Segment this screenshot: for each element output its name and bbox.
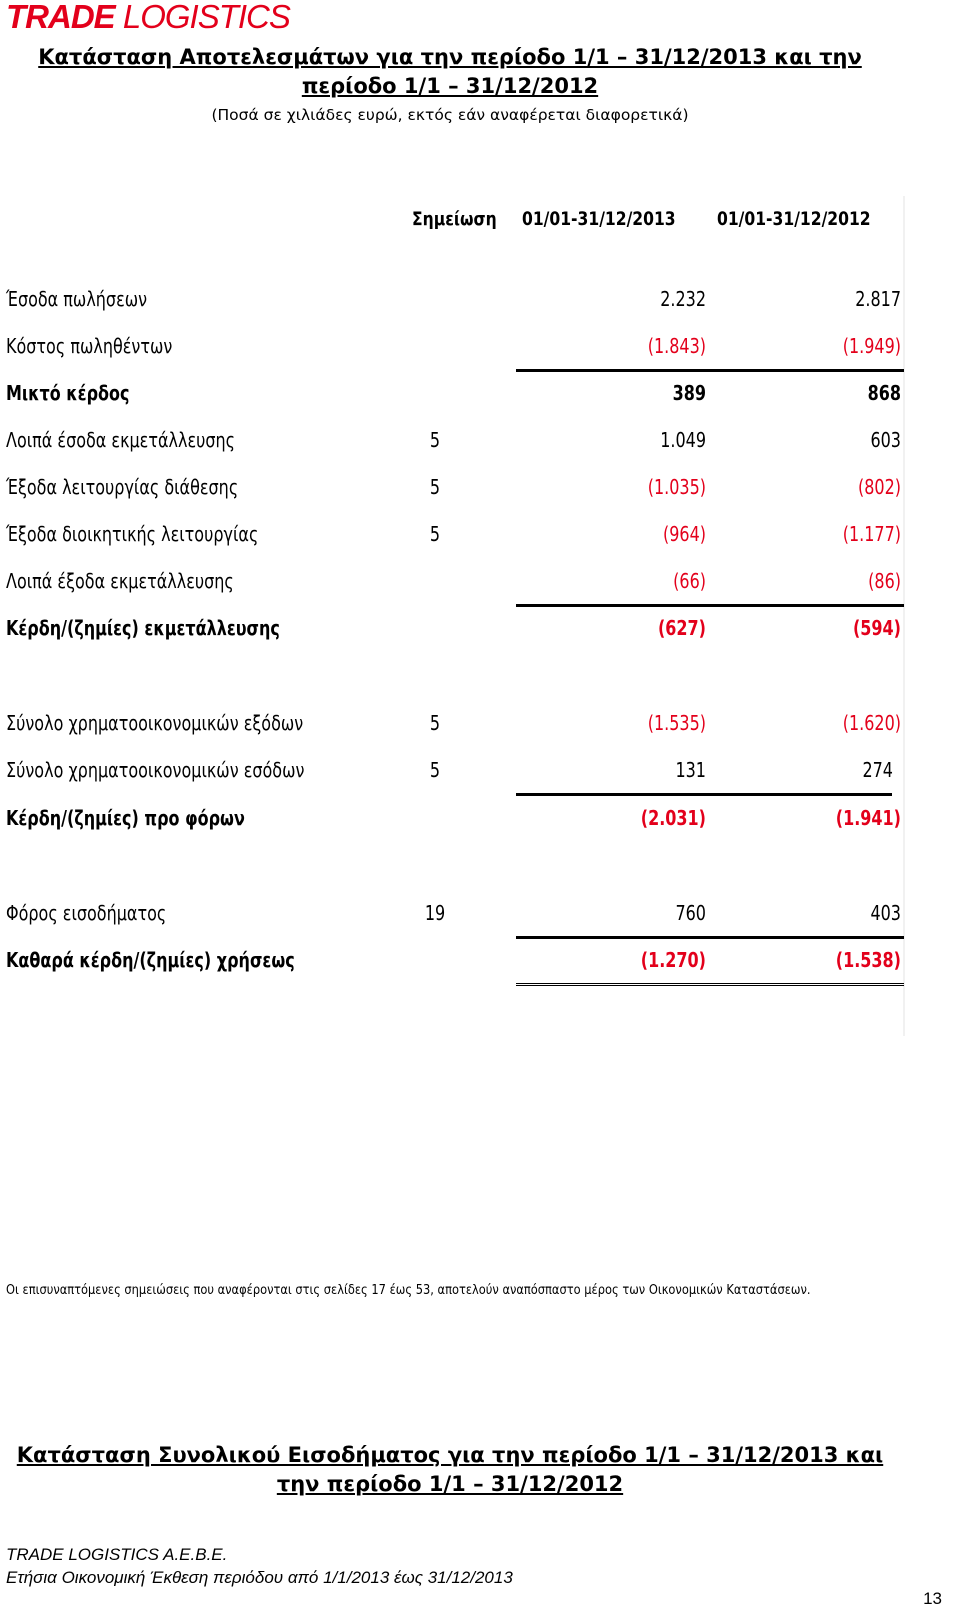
subtotal-rule: [516, 936, 904, 939]
row-label: Μικτό κέρδος: [6, 381, 130, 405]
row-label: Καθαρά κέρδη/(ζημίες) χρήσεως: [6, 948, 295, 972]
row-label: Σύνολο χρηματοοικονομικών εσόδων: [6, 758, 305, 782]
subtotal-rule: [516, 369, 904, 372]
income-statement-title-line1: Κατάσταση Αποτελεσμάτων για την περίοδο 1/1 – 31/12/2013 και την: [38, 45, 862, 69]
row-value-2012: (1.538): [835, 948, 901, 972]
comprehensive-income-title-line2: την περίοδο 1/1 – 31/12/2012: [276, 1472, 624, 1496]
row-value-2012: (1.941): [835, 806, 901, 830]
row-value-2012: 603: [870, 428, 901, 452]
row-value-2013: (1.843): [647, 334, 706, 358]
row-profit-before-tax: [0, 806, 960, 836]
notes-footnote: Οι επισυναπτόμενες σημειώσεις που αναφέρονται στις σελίδες 17 έως 53, αποτελούν αναπόσπαστο μέρος των Οικονομικών Καταστάσεων.: [6, 1283, 811, 1298]
footer-report: Ετήσια Οικονομική Έκθεση περιόδου από 1/1/2013 έως 31/12/2013: [6, 1568, 513, 1587]
logo-part1: TRADE: [6, 0, 115, 35]
column-header-2013: 01/01-31/12/2013: [522, 208, 676, 230]
row-value-2013: (627): [657, 616, 706, 640]
row-value-2013: 1.049: [660, 428, 706, 452]
row-label: Έσοδα πωλήσεων: [6, 287, 148, 311]
row-label: Λοιπά έξοδα εκμετάλλευσης: [6, 569, 234, 593]
row-revenue: [0, 287, 960, 317]
row-value-2012: 2.817: [855, 287, 901, 311]
logo-part2: LOGISTICS: [114, 0, 290, 35]
row-cost-of-sales: [0, 334, 960, 364]
row-value-2012: (802): [857, 475, 901, 499]
row-label: Φόρος εισοδήματος: [6, 901, 167, 925]
row-value-2013: (66): [673, 569, 706, 593]
row-value-2012: (1.620): [842, 711, 901, 735]
subtotal-rule: [516, 793, 892, 796]
row-value-2012: 403: [870, 901, 901, 925]
row-value-2012: 274: [862, 758, 893, 782]
column-header-note: Σημείωση: [412, 208, 497, 230]
row-value-2012: (1.949): [842, 334, 901, 358]
row-value-2013: 389: [672, 381, 706, 405]
row-income-tax: [0, 901, 960, 931]
column-header-2012: 01/01-31/12/2012: [717, 208, 871, 230]
row-finance-income: [0, 758, 960, 788]
row-label: Έξοδα λειτουργίας διάθεσης: [6, 475, 239, 499]
row-note: 5: [429, 522, 441, 546]
row-value-2013: (2.031): [640, 806, 706, 830]
row-note: 5: [429, 428, 441, 452]
row-label: Σύνολο χρηματοοικονομικών εξόδων: [6, 711, 304, 735]
page-number: 13: [923, 1589, 942, 1608]
row-finance-costs: [0, 711, 960, 741]
row-other-operating-income: [0, 428, 960, 458]
row-label: Κέρδη/(ζημίες) προ φόρων: [6, 806, 245, 830]
row-selling-expenses: [0, 475, 960, 505]
row-value-2012: (594): [852, 616, 901, 640]
row-note: 5: [429, 475, 441, 499]
comprehensive-income-title-line1: Κατάσταση Συνολικού Εισοδήματος για την περίοδο 1/1 – 31/12/2013 και: [16, 1443, 884, 1467]
row-label: Κόστος πωληθέντων: [6, 334, 173, 358]
row-note: 5: [429, 711, 441, 735]
row-value-2013: (1.535): [647, 711, 706, 735]
row-value-2013: (964): [662, 522, 706, 546]
row-label: Κέρδη/(ζημίες) εκμετάλλευσης: [6, 616, 280, 640]
row-note: 19: [424, 901, 446, 925]
row-value-2012: 868: [867, 381, 901, 405]
row-value-2013: 2.232: [660, 287, 706, 311]
subtotal-rule: [516, 604, 904, 607]
row-note: 5: [429, 758, 441, 782]
total-double-rule: [516, 983, 904, 989]
row-value-2012: (86): [868, 569, 901, 593]
row-value-2013: 760: [675, 901, 706, 925]
row-operating-result: [0, 616, 960, 646]
company-logo: [6, 0, 290, 36]
row-value-2012: (1.177): [842, 522, 901, 546]
row-gross-profit: [0, 381, 960, 411]
row-value-2013: 131: [675, 758, 706, 782]
row-value-2013: (1.035): [647, 475, 706, 499]
row-administrative-expenses: [0, 522, 960, 552]
income-statement-subtitle: (Ποσά σε χιλιάδες ευρώ, εκτός εάν αναφέρεται διαφορετικά): [211, 106, 689, 124]
row-net-result: [0, 948, 960, 978]
footer-company: TRADE LOGISTICS A.E.B.E.: [6, 1545, 228, 1564]
income-statement-title-line2: περίοδο 1/1 – 31/12/2012: [301, 74, 599, 98]
row-label: Έξοδα διοικητικής λειτουργίας: [6, 522, 259, 546]
row-value-2013: (1.270): [640, 948, 706, 972]
row-other-operating-expenses: [0, 569, 960, 599]
row-label: Λοιπά έσοδα εκμετάλλευσης: [6, 428, 236, 452]
